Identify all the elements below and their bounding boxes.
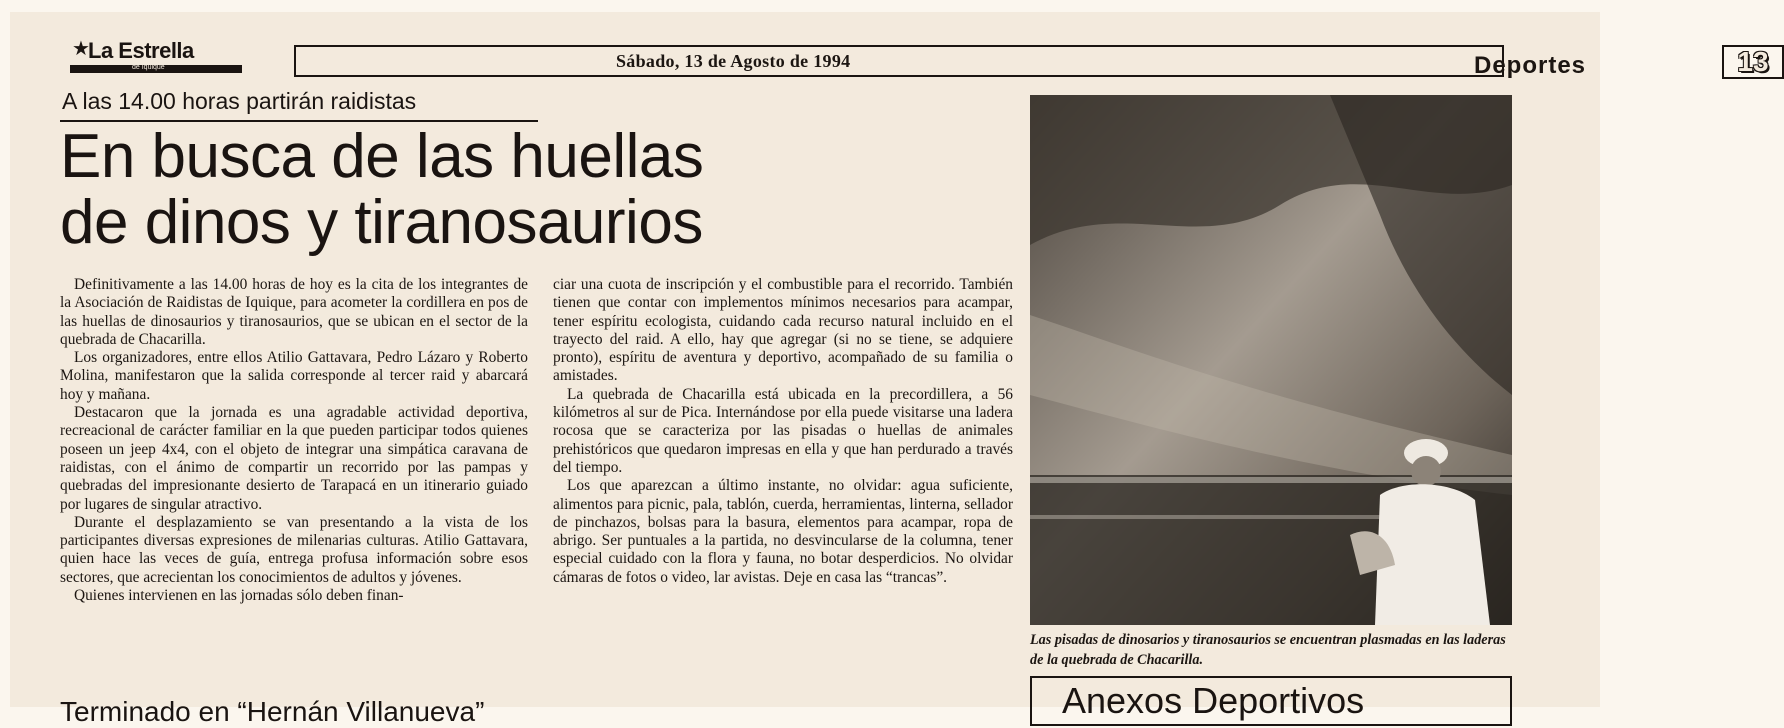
- cutoff-headline: Terminado en “Hernán Villanueva”: [60, 696, 485, 727]
- paragraph: Destacaron que la jornada es una agradable actividad deportiva, recreacional de carácter familiar en la que pueden participar todos quienes poseen un jeep 4x4, con el objeto de integrar una simpática caravana de raidistas, con el ánimo de compartir un recorrido por las pampas y quebradas del impresionante desierto de Tarapacá en un itinerario guiado por lugares de singular atractivo.: [60, 404, 528, 513]
- next-article-title: Anexos Deportivos: [1062, 680, 1365, 721]
- newspaper-logo: [70, 38, 245, 78]
- logo-text: La Estrella: [88, 38, 194, 63]
- paragraph: La quebrada de Chacarilla está ubicada en la precordillera, a 56 kilómetros al sur de Pica. Internándose por ella puede visitarse una ladera rocosa que se caracteriza por las pisadas o huellas de animales prehistóricos que quedaron impresas en ella y que han perdurado a través del tiempo.: [553, 385, 1013, 476]
- publication-date: Sábado, 13 de Agosto de 1994: [616, 51, 851, 71]
- paragraph: ciar una cuota de inscripción y el combustible para el recorrido. También tienen que contar con implementos mínimos necesarios para acampar, tener espíritu ecologista, cuidando cada recurso natural incluido en el trayecto del raid. A ello, hay que agregar (si no se tiene, se adquiere pronto), espíritu de aventura y deportivo, acompañado de su familia o amistades.: [553, 276, 1013, 385]
- article-photo: [1030, 95, 1512, 625]
- headline-line-1: En busca de las huellas: [60, 122, 704, 191]
- date-bar: [294, 45, 1769, 79]
- paragraph: Durante el desplazamiento se van presentando a la vista de los participantes diversas expresiones de milenarias culturas. Atilio Gattavara, quien hace las veces de guía, entrega profusa información sobre esos sectores, que acrecientan los conocimientos de adultos y jóvenes.: [60, 513, 528, 586]
- section-name: Deportes: [1474, 52, 1587, 79]
- paragraph: Quienes intervienen en las jornadas sólo deben finan-: [74, 587, 404, 605]
- photo-caption: Las pisadas de dinosarios y tiranosaurios se encuentran plasmadas en las laderas de la quebrada de Chacarilla.: [1030, 632, 1506, 668]
- star-icon: ★: [72, 38, 90, 60]
- paragraph: Definitivamente a las 14.00 horas de hoy es la cita de los integrantes de la Asociación de Raidistas de Iquique, para acometer la cordillera en pos de las huellas de dinosaurios y tiranosaurios, que se ubican en el sector de la quebrada de Chacarilla.: [60, 276, 528, 348]
- page-number: 13: [1722, 45, 1784, 79]
- paragraph: Los organizadores, entre ellos Atilio Gattavara, Pedro Lázaro y Roberto Molina, manifestaron que la salida corresponde al tercer raid y abarcará hoy y mañana.: [60, 349, 528, 403]
- photo-illustration: [1030, 95, 1512, 625]
- headline: [60, 124, 960, 256]
- kicker: A las 14.00 horas partirán raidistas: [62, 88, 417, 114]
- article-column-2: [553, 276, 1013, 587]
- paragraph: Los que aparezcan a último instante, no olvidar: agua suficiente, alimentos para picnic, pala, tablón, cuerda, herramientas, linterna, sellador de pinchazos, bolsas para la basura, elementos para acampar, ropa de abrigo. Ser puntuales a la partida, no desvincularse de la columna, tener especial cuidado con la flora y fauna, no botar desperdicios. No olvidar cámaras de fotos o video, lar avistas. Deje en casa las “trancas”.: [553, 477, 1013, 586]
- logo-subtitle: de Iquique: [132, 64, 165, 71]
- article-column-1: [60, 276, 528, 605]
- headline-line-2: de dinos y tiranosaurios: [60, 188, 703, 257]
- next-article-box: [1030, 676, 1512, 726]
